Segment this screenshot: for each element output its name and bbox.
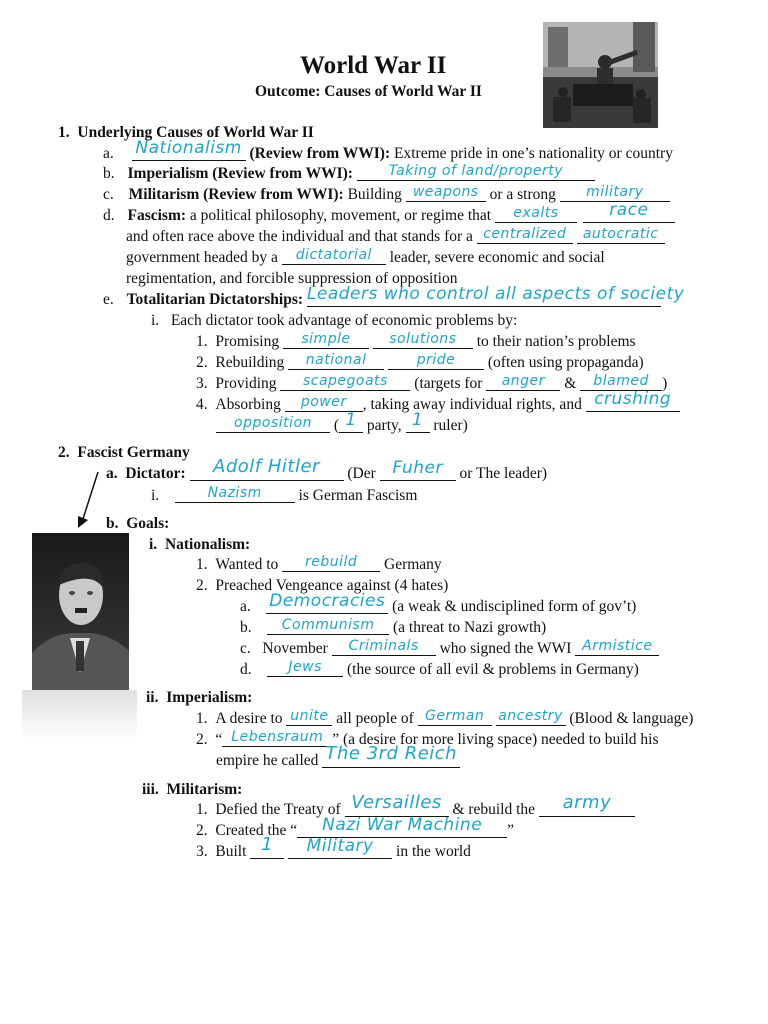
mil-item1: 1. Defied the Treaty of Versailles & rebuild the army — [196, 800, 635, 820]
s1-heading: 1. Underlying Causes of World War II — [58, 124, 314, 141]
s1-d-line2: and often race above the individual and that stands for a centralized autocratic — [126, 227, 665, 247]
mil-item2: 2. Created the “ Nazi War Machine ” — [196, 815, 515, 839]
rally-photo — [543, 22, 658, 128]
s1-e-item4-line2: opposition ( 1 party, 1 ruler) — [216, 416, 468, 436]
portrait-reflection — [22, 690, 137, 740]
s1-a: a. Nationalism (Review from WWI): Extreme pride in one’s nationality or country — [103, 138, 673, 162]
hate-d: d. Jews (the source of all evil & problems in Germany) — [240, 659, 639, 678]
s1-d-line3: government headed by a dictatorial leader, severe economic and social — [126, 247, 605, 266]
hitler-portrait-photo — [32, 533, 129, 691]
s1-e-item4: 4. Absorbing power , taking away individual rights, and crushing — [196, 395, 680, 415]
nat-item1: 1. Wanted to rebuild Germany — [196, 554, 442, 573]
s1-b: b. Imperialism (Review from WWI): Taking of land/property — [103, 164, 595, 184]
goal-imperialism: ii. Imperialism: — [146, 689, 253, 706]
nat-item2: 2. Preached Vengeance against (4 hates) — [196, 577, 449, 594]
answer-nationalism: Nationalism — [135, 138, 242, 158]
s1-e-item3: 3. Providing scapegoats (targets for anger & blamed ) — [196, 373, 668, 392]
s1-c: c. Militarism (Review from WWI): Building weapons or a strong military — [103, 185, 670, 205]
answer-imperialism: Taking of land/property — [388, 163, 564, 179]
goal-nationalism: i. Nationalism: — [149, 536, 251, 553]
hate-a: a. Democracies (a weak & undisciplined form of gov’t) — [240, 591, 637, 615]
goal-militarism: iii. Militarism: — [142, 781, 243, 798]
s2-b: b. Goals: — [106, 515, 170, 532]
s1-e-item1: 1. Promising simple solutions to their nation’s problems — [196, 331, 636, 350]
s2-a: a. Dictator: Adolf Hitler (Der Fuher or The leader) — [106, 456, 548, 482]
s2-a-i: i. Nazism is German Fascism — [151, 485, 418, 504]
s1-d: d. Fascism: a political philosophy, movement, or regime that exalts race — [103, 206, 675, 226]
imp-item2: 2. “ Lebensraum ” (a desire for more living space) needed to build his — [196, 729, 659, 748]
s1-d-line4: regimentation, and forcible suppression of opposition — [126, 270, 458, 287]
outcome-subtitle: Outcome: Causes of World War II — [255, 83, 482, 100]
hate-c: c. November Criminals who signed the WWI Armistice — [240, 639, 659, 659]
s1-e: e. Totalitarian Dictatorships: Leaders who control all aspects of society — [103, 284, 685, 308]
page-title: World War II — [300, 52, 447, 79]
mil-item3: 3. Built 1 Military in the world — [196, 834, 471, 860]
arrow-icon — [74, 470, 104, 530]
s1-e-i: i. Each dictator took advantage of economic problems by: — [151, 312, 518, 329]
s2-heading: 2. Fascist Germany — [58, 444, 190, 461]
hate-b: b. Communism (a threat to Nazi growth) — [240, 617, 547, 636]
imp-item2-line2: empire he called The 3rd Reich — [216, 751, 460, 771]
s1-e-item2: 2. Rebuilding national pride (often using propaganda) — [196, 352, 644, 371]
imp-item1: 1. A desire to unite all people of German ancestry (Blood & language) — [196, 708, 694, 727]
